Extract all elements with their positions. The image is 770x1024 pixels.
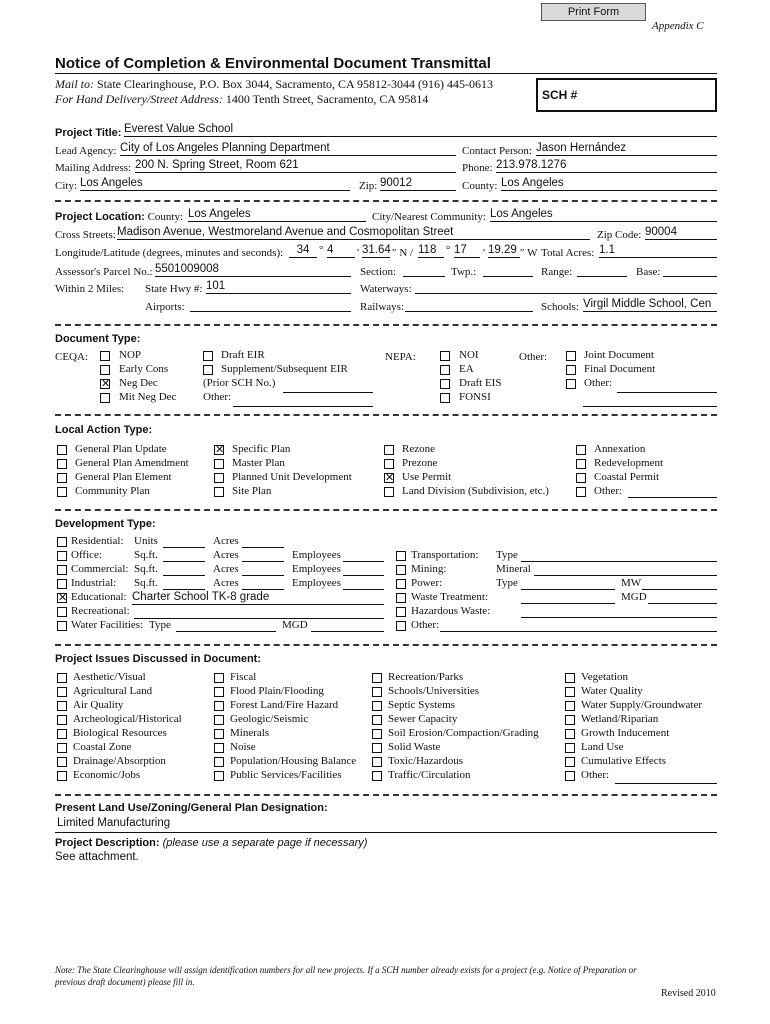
waterways-field[interactable] bbox=[415, 280, 717, 294]
draft-eis-checkbox[interactable] bbox=[440, 379, 450, 389]
transportation-checkbox[interactable] bbox=[396, 551, 406, 561]
general-plan-update-checkbox[interactable] bbox=[57, 445, 67, 455]
commercial-checkbox[interactable] bbox=[57, 565, 67, 575]
page-title: Notice of Completion & Environmental Document Transmittal bbox=[55, 55, 491, 72]
dev-other-field[interactable] bbox=[440, 618, 717, 632]
vegetation-label: Vegetation bbox=[581, 671, 629, 683]
office-acres-label: Acres bbox=[213, 549, 239, 561]
latlong-label: Longitude/Latitude (degrees, minutes and seconds): bbox=[55, 247, 284, 259]
nop-label: NOP bbox=[119, 349, 142, 361]
commercial-acres-field[interactable] bbox=[242, 562, 284, 576]
redevelopment-label: Redevelopment bbox=[594, 457, 664, 469]
annexation-checkbox[interactable] bbox=[576, 445, 586, 455]
mailing-address-label: Mailing Address: bbox=[55, 162, 132, 174]
draft-eis-label: Draft EIS bbox=[459, 377, 502, 389]
solid-waste-label: Solid Waste bbox=[388, 741, 441, 753]
print-form-button[interactable]: Print Form bbox=[541, 3, 646, 21]
office-sqft-label: Sq.ft. bbox=[134, 549, 158, 561]
prezone-checkbox[interactable] bbox=[384, 459, 394, 469]
residential-label: Residential: bbox=[71, 535, 124, 547]
mit-neg-dec-checkbox[interactable] bbox=[100, 393, 110, 403]
section-field[interactable] bbox=[403, 263, 445, 277]
traffic-circulation-checkbox[interactable] bbox=[372, 771, 382, 781]
community-plan-label: Community Plan bbox=[75, 485, 150, 497]
lon-west-label: ″ W bbox=[520, 247, 538, 259]
air-quality-checkbox[interactable] bbox=[57, 701, 67, 711]
early-cons-checkbox[interactable] bbox=[100, 365, 110, 375]
sch-label: SCH # bbox=[542, 88, 578, 102]
waste-treatment-label: Waste Treatment: bbox=[411, 591, 489, 603]
other-checkbox[interactable] bbox=[396, 621, 406, 631]
use-permit-checkbox[interactable]: ✕ bbox=[385, 472, 395, 484]
minerals-label: Minerals bbox=[230, 727, 270, 739]
coastal-zone-checkbox[interactable] bbox=[57, 743, 67, 753]
industrial-acres-label: Acres bbox=[213, 577, 239, 589]
soil-erosion-compaction-grading-label: Soil Erosion/Compaction/Grading bbox=[388, 727, 539, 739]
hand-delivery-line: For Hand Delivery/Street Address: 1400 Tenth Street, Sacramento, CA 95814 bbox=[55, 92, 429, 106]
sch-number-box[interactable] bbox=[536, 78, 717, 112]
commercial-label: Commercial: bbox=[71, 563, 129, 575]
railways-field[interactable] bbox=[405, 298, 533, 312]
other-label: Other: bbox=[581, 769, 610, 781]
planned-unit-development-label: Planned Unit Development bbox=[232, 471, 352, 483]
zip-label: Zip: bbox=[359, 180, 378, 192]
power-type-label: Type bbox=[496, 577, 518, 589]
commercial-employees-field[interactable] bbox=[343, 562, 384, 576]
soil-erosion-compaction-grading-checkbox[interactable] bbox=[372, 729, 382, 739]
noi-label: NOI bbox=[459, 349, 479, 361]
industrial-sqft-field[interactable] bbox=[163, 576, 205, 590]
other-label: Other: bbox=[411, 619, 440, 631]
water-quality-label: Water Quality bbox=[581, 685, 643, 697]
geologic-seismic-checkbox[interactable] bbox=[214, 715, 224, 725]
economic-jobs-label: Economic/Jobs bbox=[73, 769, 141, 781]
sewer-capacity-checkbox[interactable] bbox=[372, 715, 382, 725]
lat-north-label: ″ N / bbox=[392, 247, 414, 259]
mineral-label: Mineral bbox=[496, 563, 531, 575]
lon-minutes-field[interactable]: 17 bbox=[454, 244, 480, 258]
transport-type-label: Type bbox=[496, 549, 518, 561]
local-action-heading: Local Action Type: bbox=[55, 424, 153, 436]
cross-streets-label: Cross Streets: bbox=[55, 229, 116, 241]
schools-universities-label: Schools/Universities bbox=[388, 685, 480, 697]
drainage-absorption-label: Drainage/Absorption bbox=[73, 755, 166, 767]
water-facilities-checkbox[interactable] bbox=[57, 621, 67, 631]
community-plan-checkbox[interactable] bbox=[57, 487, 67, 497]
waste-mgd-field[interactable] bbox=[648, 590, 717, 604]
noi-checkbox[interactable] bbox=[440, 351, 450, 361]
supplement-subsequent-eir-label: Supplement/Subsequent EIR bbox=[221, 363, 348, 375]
general-plan-update-label: General Plan Update bbox=[75, 443, 167, 455]
mining-label: Mining: bbox=[411, 563, 447, 575]
lat-minutes-field[interactable]: 4 bbox=[327, 244, 355, 258]
lon-degrees-field[interactable]: 118 bbox=[418, 244, 444, 258]
airports-field[interactable] bbox=[190, 298, 351, 312]
noise-label: Noise bbox=[230, 741, 256, 753]
state-hwy-label: State Hwy #: bbox=[145, 283, 203, 295]
recreation-parks-label: Recreation/Parks bbox=[388, 671, 464, 683]
solid-waste-checkbox[interactable] bbox=[372, 743, 382, 753]
doc-other-field[interactable] bbox=[233, 393, 373, 407]
parcel-field[interactable]: 5501009008 bbox=[155, 263, 351, 277]
site-plan-checkbox[interactable] bbox=[214, 487, 224, 497]
mining-checkbox[interactable] bbox=[396, 565, 406, 575]
water-mgd-field[interactable] bbox=[311, 618, 384, 632]
location-heading-row: Project Location: County: bbox=[55, 211, 184, 223]
doc-other-label: Other: bbox=[203, 391, 232, 403]
growth-inducement-label: Growth Inducement bbox=[581, 727, 670, 739]
lon-degree-symbol: ° bbox=[446, 244, 451, 256]
recreation-parks-checkbox[interactable] bbox=[372, 673, 382, 683]
water-supply-groundwater-checkbox[interactable] bbox=[565, 701, 575, 711]
aesthetic-visual-checkbox[interactable] bbox=[57, 673, 67, 683]
total-acres-field[interactable]: 1.1 bbox=[599, 244, 717, 258]
specific-plan-label: Specific Plan bbox=[232, 443, 291, 455]
agricultural-land-label: Agricultural Land bbox=[73, 685, 153, 697]
residential-acres-field[interactable] bbox=[242, 534, 284, 548]
coastal-zone-label: Coastal Zone bbox=[73, 741, 132, 753]
cross-streets-field[interactable]: Madison Avenue, Westmoreland Avenue and Cosmopolitan Street bbox=[117, 226, 590, 240]
mineral-field[interactable] bbox=[534, 562, 717, 576]
nearest-community-label: City/Nearest Community: bbox=[372, 211, 486, 223]
water-mgd-label: MGD bbox=[282, 619, 308, 631]
geologic-seismic-label: Geologic/Seismic bbox=[230, 713, 309, 725]
issues-other-field[interactable] bbox=[615, 770, 717, 784]
air-quality-label: Air Quality bbox=[73, 699, 124, 711]
minerals-checkbox[interactable] bbox=[214, 729, 224, 739]
other-doc-label: Other: bbox=[519, 351, 548, 363]
location-zip-field[interactable]: 90004 bbox=[645, 226, 717, 240]
power-checkbox[interactable] bbox=[396, 579, 406, 589]
septic-systems-checkbox[interactable] bbox=[372, 701, 382, 711]
toxic-hazardous-label: Toxic/Hazardous bbox=[388, 755, 463, 767]
county-label: County: bbox=[462, 180, 498, 192]
neg-dec-checkbox[interactable]: ✕ bbox=[101, 378, 111, 390]
revised-label: Revised 2010 bbox=[661, 988, 716, 999]
fonsi-label: FONSI bbox=[459, 391, 491, 403]
land-use-value[interactable]: Limited Manufacturing bbox=[57, 817, 171, 829]
water-type-field[interactable] bbox=[176, 618, 276, 632]
hazardous-type-field[interactable] bbox=[521, 604, 717, 618]
cumulative-effects-label: Cumulative Effects bbox=[581, 755, 667, 767]
office-acres-field[interactable] bbox=[242, 548, 284, 562]
ea-label: EA bbox=[459, 363, 474, 375]
city-label: City: bbox=[55, 180, 78, 192]
prezone-label: Prezone bbox=[402, 457, 438, 469]
transport-type-field[interactable] bbox=[521, 548, 717, 562]
phone-label: Phone: bbox=[462, 162, 493, 174]
biological-resources-label: Biological Resources bbox=[73, 727, 167, 739]
schools-universities-checkbox[interactable] bbox=[372, 687, 382, 697]
lon-minute-symbol: ′ bbox=[483, 247, 486, 259]
draft-eir-label: Draft EIR bbox=[221, 349, 265, 361]
nop-checkbox[interactable] bbox=[100, 351, 110, 361]
twp-field[interactable] bbox=[483, 263, 533, 277]
sewer-capacity-label: Sewer Capacity bbox=[388, 713, 458, 725]
project-description-heading-row: Project Description: (please use a separate page if necessary) bbox=[55, 837, 368, 849]
appendix-label: Appendix C bbox=[652, 20, 704, 32]
lead-agency-label: Lead Agency: bbox=[55, 145, 117, 157]
residential-checkbox[interactable] bbox=[57, 537, 67, 547]
wetland-riparian-label: Wetland/Riparian bbox=[581, 713, 659, 725]
power-mw-field[interactable] bbox=[642, 576, 717, 590]
final-document-label: Final Document bbox=[584, 363, 656, 375]
commercial-acres-label: Acres bbox=[213, 563, 239, 575]
footer-note-line2: previous draft document) please fill in. bbox=[55, 977, 195, 987]
educational-label: Educational: bbox=[71, 591, 127, 603]
industrial-employees-field[interactable] bbox=[343, 576, 384, 590]
other-label: Other: bbox=[594, 485, 623, 497]
lat-degree-symbol: ° bbox=[319, 244, 324, 256]
rezone-label: Rezone bbox=[402, 443, 435, 455]
mailing-address-field[interactable]: 200 N. Spring Street, Room 621 bbox=[135, 159, 456, 173]
general-plan-element-checkbox[interactable] bbox=[57, 473, 67, 483]
septic-systems-label: Septic Systems bbox=[388, 699, 455, 711]
coastal-permit-checkbox[interactable] bbox=[576, 473, 586, 483]
population-housing-balance-label: Population/Housing Balance bbox=[230, 755, 357, 767]
use-permit-label: Use Permit bbox=[402, 471, 452, 483]
master-plan-checkbox[interactable] bbox=[214, 459, 224, 469]
water-type-label: Type bbox=[149, 619, 171, 631]
joint-document-label: Joint Document bbox=[584, 349, 654, 361]
schools-label: Schools: bbox=[541, 301, 579, 313]
within-two-miles-label: Within 2 Miles: bbox=[55, 283, 125, 295]
office-employees-label: Employees bbox=[292, 549, 341, 561]
power-type-field[interactable] bbox=[521, 576, 615, 590]
coastal-permit-label: Coastal Permit bbox=[594, 471, 660, 483]
forest-land-fire-hazard-label: Forest Land/Fire Hazard bbox=[230, 699, 339, 711]
general-plan-amendment-checkbox[interactable] bbox=[57, 459, 67, 469]
lat-minute-symbol: ′ bbox=[357, 247, 360, 259]
range-label: Range: bbox=[541, 266, 573, 278]
total-acres-label: Total Acres: bbox=[541, 247, 595, 259]
other-checkbox[interactable] bbox=[566, 379, 576, 389]
water-quality-checkbox[interactable] bbox=[565, 687, 575, 697]
industrial-label: Industrial: bbox=[71, 577, 117, 589]
nepa-label: NEPA: bbox=[385, 351, 416, 363]
industrial-sqft-label: Sq.ft. bbox=[134, 577, 158, 589]
water-supply-groundwater-label: Water Supply/Groundwater bbox=[581, 699, 702, 711]
city-field[interactable]: Los Angeles bbox=[80, 177, 350, 191]
twp-label: Twp.: bbox=[451, 266, 477, 278]
contact-person-label: Contact Person: bbox=[462, 145, 532, 157]
base-label: Base: bbox=[636, 266, 661, 278]
industrial-acres-field[interactable] bbox=[242, 576, 284, 590]
residential-acres-label: Acres bbox=[213, 535, 239, 547]
other-checkbox[interactable] bbox=[565, 771, 575, 781]
noise-checkbox[interactable] bbox=[214, 743, 224, 753]
prior-sch-field[interactable] bbox=[283, 379, 373, 393]
ceqa-label: CEQA: bbox=[55, 351, 88, 363]
waste-type-field[interactable] bbox=[521, 590, 615, 604]
public-services-facilities-label: Public Services/Facilities bbox=[230, 769, 342, 781]
drainage-absorption-checkbox[interactable] bbox=[57, 757, 67, 767]
joint-document-checkbox[interactable] bbox=[566, 351, 576, 361]
cumulative-effects-checkbox[interactable] bbox=[565, 757, 575, 767]
project-title-field[interactable]: Everest Value School bbox=[124, 123, 717, 137]
office-label: Office: bbox=[71, 549, 102, 561]
project-title-label: Project Title: bbox=[55, 127, 122, 139]
document-type-heading: Document Type: bbox=[55, 333, 141, 345]
mit-neg-dec-label: Mit Neg Dec bbox=[119, 391, 177, 403]
range-field[interactable] bbox=[577, 263, 627, 277]
public-services-facilities-checkbox[interactable] bbox=[214, 771, 224, 781]
commercial-employees-label: Employees bbox=[292, 563, 341, 575]
phone-field[interactable]: 213.978.1276 bbox=[496, 159, 717, 173]
land-use-heading: Present Land Use/Zoning/General Plan Designation: bbox=[55, 802, 328, 814]
location-county-field[interactable]: Los Angeles bbox=[188, 208, 366, 222]
vegetation-checkbox[interactable] bbox=[565, 673, 575, 683]
neg-dec-label: Neg Dec bbox=[119, 377, 158, 389]
general-plan-amendment-label: General Plan Amendment bbox=[75, 457, 189, 469]
biological-resources-checkbox[interactable] bbox=[57, 729, 67, 739]
power-label: Power: bbox=[411, 577, 443, 589]
commercial-sqft-field[interactable] bbox=[163, 562, 205, 576]
lat-seconds-field[interactable]: 31.64 bbox=[362, 244, 391, 256]
waste-mgd-label: MGD bbox=[621, 591, 647, 603]
base-field[interactable] bbox=[663, 263, 717, 277]
water-facilities-label: Water Facilities: bbox=[71, 619, 144, 631]
mail-to-line: Mail to: State Clearinghouse, P.O. Box 3044, Sacramento, CA 95812-3044 (916) 445-0613 bbox=[55, 77, 493, 91]
transportation-label: Transportation: bbox=[411, 549, 479, 561]
office-checkbox[interactable] bbox=[57, 551, 67, 561]
flood-plain-flooding-label: Flood Plain/Flooding bbox=[230, 685, 324, 697]
land-division-subdivision-etc-checkbox[interactable] bbox=[384, 487, 394, 497]
lat-degrees-field[interactable]: 34 bbox=[289, 244, 317, 258]
general-plan-element-label: General Plan Element bbox=[75, 471, 172, 483]
project-description-value[interactable]: See attachment. bbox=[55, 851, 139, 863]
fiscal-label: Fiscal bbox=[230, 671, 257, 683]
ea-checkbox[interactable] bbox=[440, 365, 450, 375]
planned-unit-development-checkbox[interactable] bbox=[214, 473, 224, 483]
office-employees-field[interactable] bbox=[343, 548, 384, 562]
hazardous-waste-checkbox[interactable] bbox=[396, 607, 406, 617]
educational-checkbox[interactable]: ✕ bbox=[58, 592, 68, 604]
commercial-sqft-label: Sq.ft. bbox=[134, 563, 158, 575]
population-housing-balance-checkbox[interactable] bbox=[214, 757, 224, 767]
flood-plain-flooding-checkbox[interactable] bbox=[214, 687, 224, 697]
archeological-historical-label: Archeological/Historical bbox=[73, 713, 182, 725]
lon-seconds-field[interactable]: 19.29 bbox=[488, 244, 520, 258]
recreational-label: Recreational: bbox=[71, 605, 130, 617]
residential-units-label: Units bbox=[134, 535, 158, 547]
redevelopment-checkbox[interactable] bbox=[576, 459, 586, 469]
site-plan-label: Site Plan bbox=[232, 485, 272, 497]
other-checkbox[interactable] bbox=[576, 487, 586, 497]
industrial-employees-label: Employees bbox=[292, 577, 341, 589]
industrial-checkbox[interactable] bbox=[57, 579, 67, 589]
supplement-subsequent-eir-checkbox[interactable] bbox=[203, 365, 213, 375]
fonsi-checkbox[interactable] bbox=[440, 393, 450, 403]
toxic-hazardous-checkbox[interactable] bbox=[372, 757, 382, 767]
contact-person-field[interactable]: Jason Hernández bbox=[536, 142, 717, 156]
land-use-label: Land Use bbox=[581, 741, 624, 753]
growth-inducement-checkbox[interactable] bbox=[565, 729, 575, 739]
fiscal-checkbox[interactable] bbox=[214, 673, 224, 683]
land-division-subdivision-etc-label: Land Division (Subdivision, etc.) bbox=[402, 485, 549, 497]
development-type-heading: Development Type: bbox=[55, 518, 156, 530]
parcel-label: Assessor's Parcel No.: bbox=[55, 266, 153, 278]
office-sqft-field[interactable] bbox=[163, 548, 205, 562]
state-hwy-field[interactable]: 101 bbox=[206, 280, 351, 294]
local-action-other-field[interactable] bbox=[628, 484, 717, 498]
location-zip-label: Zip Code: bbox=[597, 229, 642, 241]
rezone-checkbox[interactable] bbox=[384, 445, 394, 455]
draft-eir-checkbox[interactable] bbox=[203, 351, 213, 361]
master-plan-label: Master Plan bbox=[232, 457, 285, 469]
archeological-historical-checkbox[interactable] bbox=[57, 715, 67, 725]
annexation-label: Annexation bbox=[594, 443, 646, 455]
nearest-community-field[interactable]: Los Angeles bbox=[490, 208, 717, 222]
county-field[interactable]: Los Angeles bbox=[501, 177, 717, 191]
railways-label: Railways: bbox=[360, 301, 404, 313]
waste-treatment-checkbox[interactable] bbox=[396, 593, 406, 603]
hazardous-waste-label: Hazardous Waste: bbox=[411, 605, 491, 617]
residential-units-field[interactable] bbox=[163, 534, 205, 548]
early-cons-label: Early Cons bbox=[119, 363, 169, 375]
traffic-circulation-label: Traffic/Circulation bbox=[388, 769, 471, 781]
section-label: Section: bbox=[360, 266, 397, 278]
prior-sch-label: (Prior SCH No.) bbox=[203, 377, 276, 389]
project-issues-heading: Project Issues Discussed in Document: bbox=[55, 653, 262, 665]
recreational-field[interactable] bbox=[134, 605, 384, 619]
specific-plan-checkbox[interactable]: ✕ bbox=[215, 444, 225, 456]
forest-land-fire-hazard-checkbox[interactable] bbox=[214, 701, 224, 711]
lead-agency-field[interactable]: City of Los Angeles Planning Department bbox=[120, 142, 456, 156]
waterways-label: Waterways: bbox=[360, 283, 412, 295]
economic-jobs-checkbox[interactable] bbox=[57, 771, 67, 781]
final-document-checkbox[interactable] bbox=[566, 365, 576, 375]
agricultural-land-checkbox[interactable] bbox=[57, 687, 67, 697]
power-mw-label: MW bbox=[621, 577, 642, 589]
wetland-riparian-checkbox[interactable] bbox=[565, 715, 575, 725]
educational-field[interactable]: Charter School TK-8 grade bbox=[132, 591, 384, 605]
airports-label: Airports: bbox=[145, 301, 185, 313]
recreational-checkbox[interactable] bbox=[57, 607, 67, 617]
schools-field[interactable]: Virgil Middle School, Cen bbox=[583, 298, 717, 312]
footer-note-line1: Note: The State Clearinghouse will assign identification numbers for all new projects. If a SCH number already exists for a project (e.g. Notice of Preparation or bbox=[55, 965, 637, 975]
zip-field[interactable]: 90012 bbox=[380, 177, 456, 191]
aesthetic-visual-label: Aesthetic/Visual bbox=[73, 671, 146, 683]
doc-type-other-field[interactable] bbox=[617, 379, 717, 393]
land-use-checkbox[interactable] bbox=[565, 743, 575, 753]
other-label: Other: bbox=[584, 377, 613, 389]
doc-type-other-line2[interactable] bbox=[583, 393, 717, 407]
